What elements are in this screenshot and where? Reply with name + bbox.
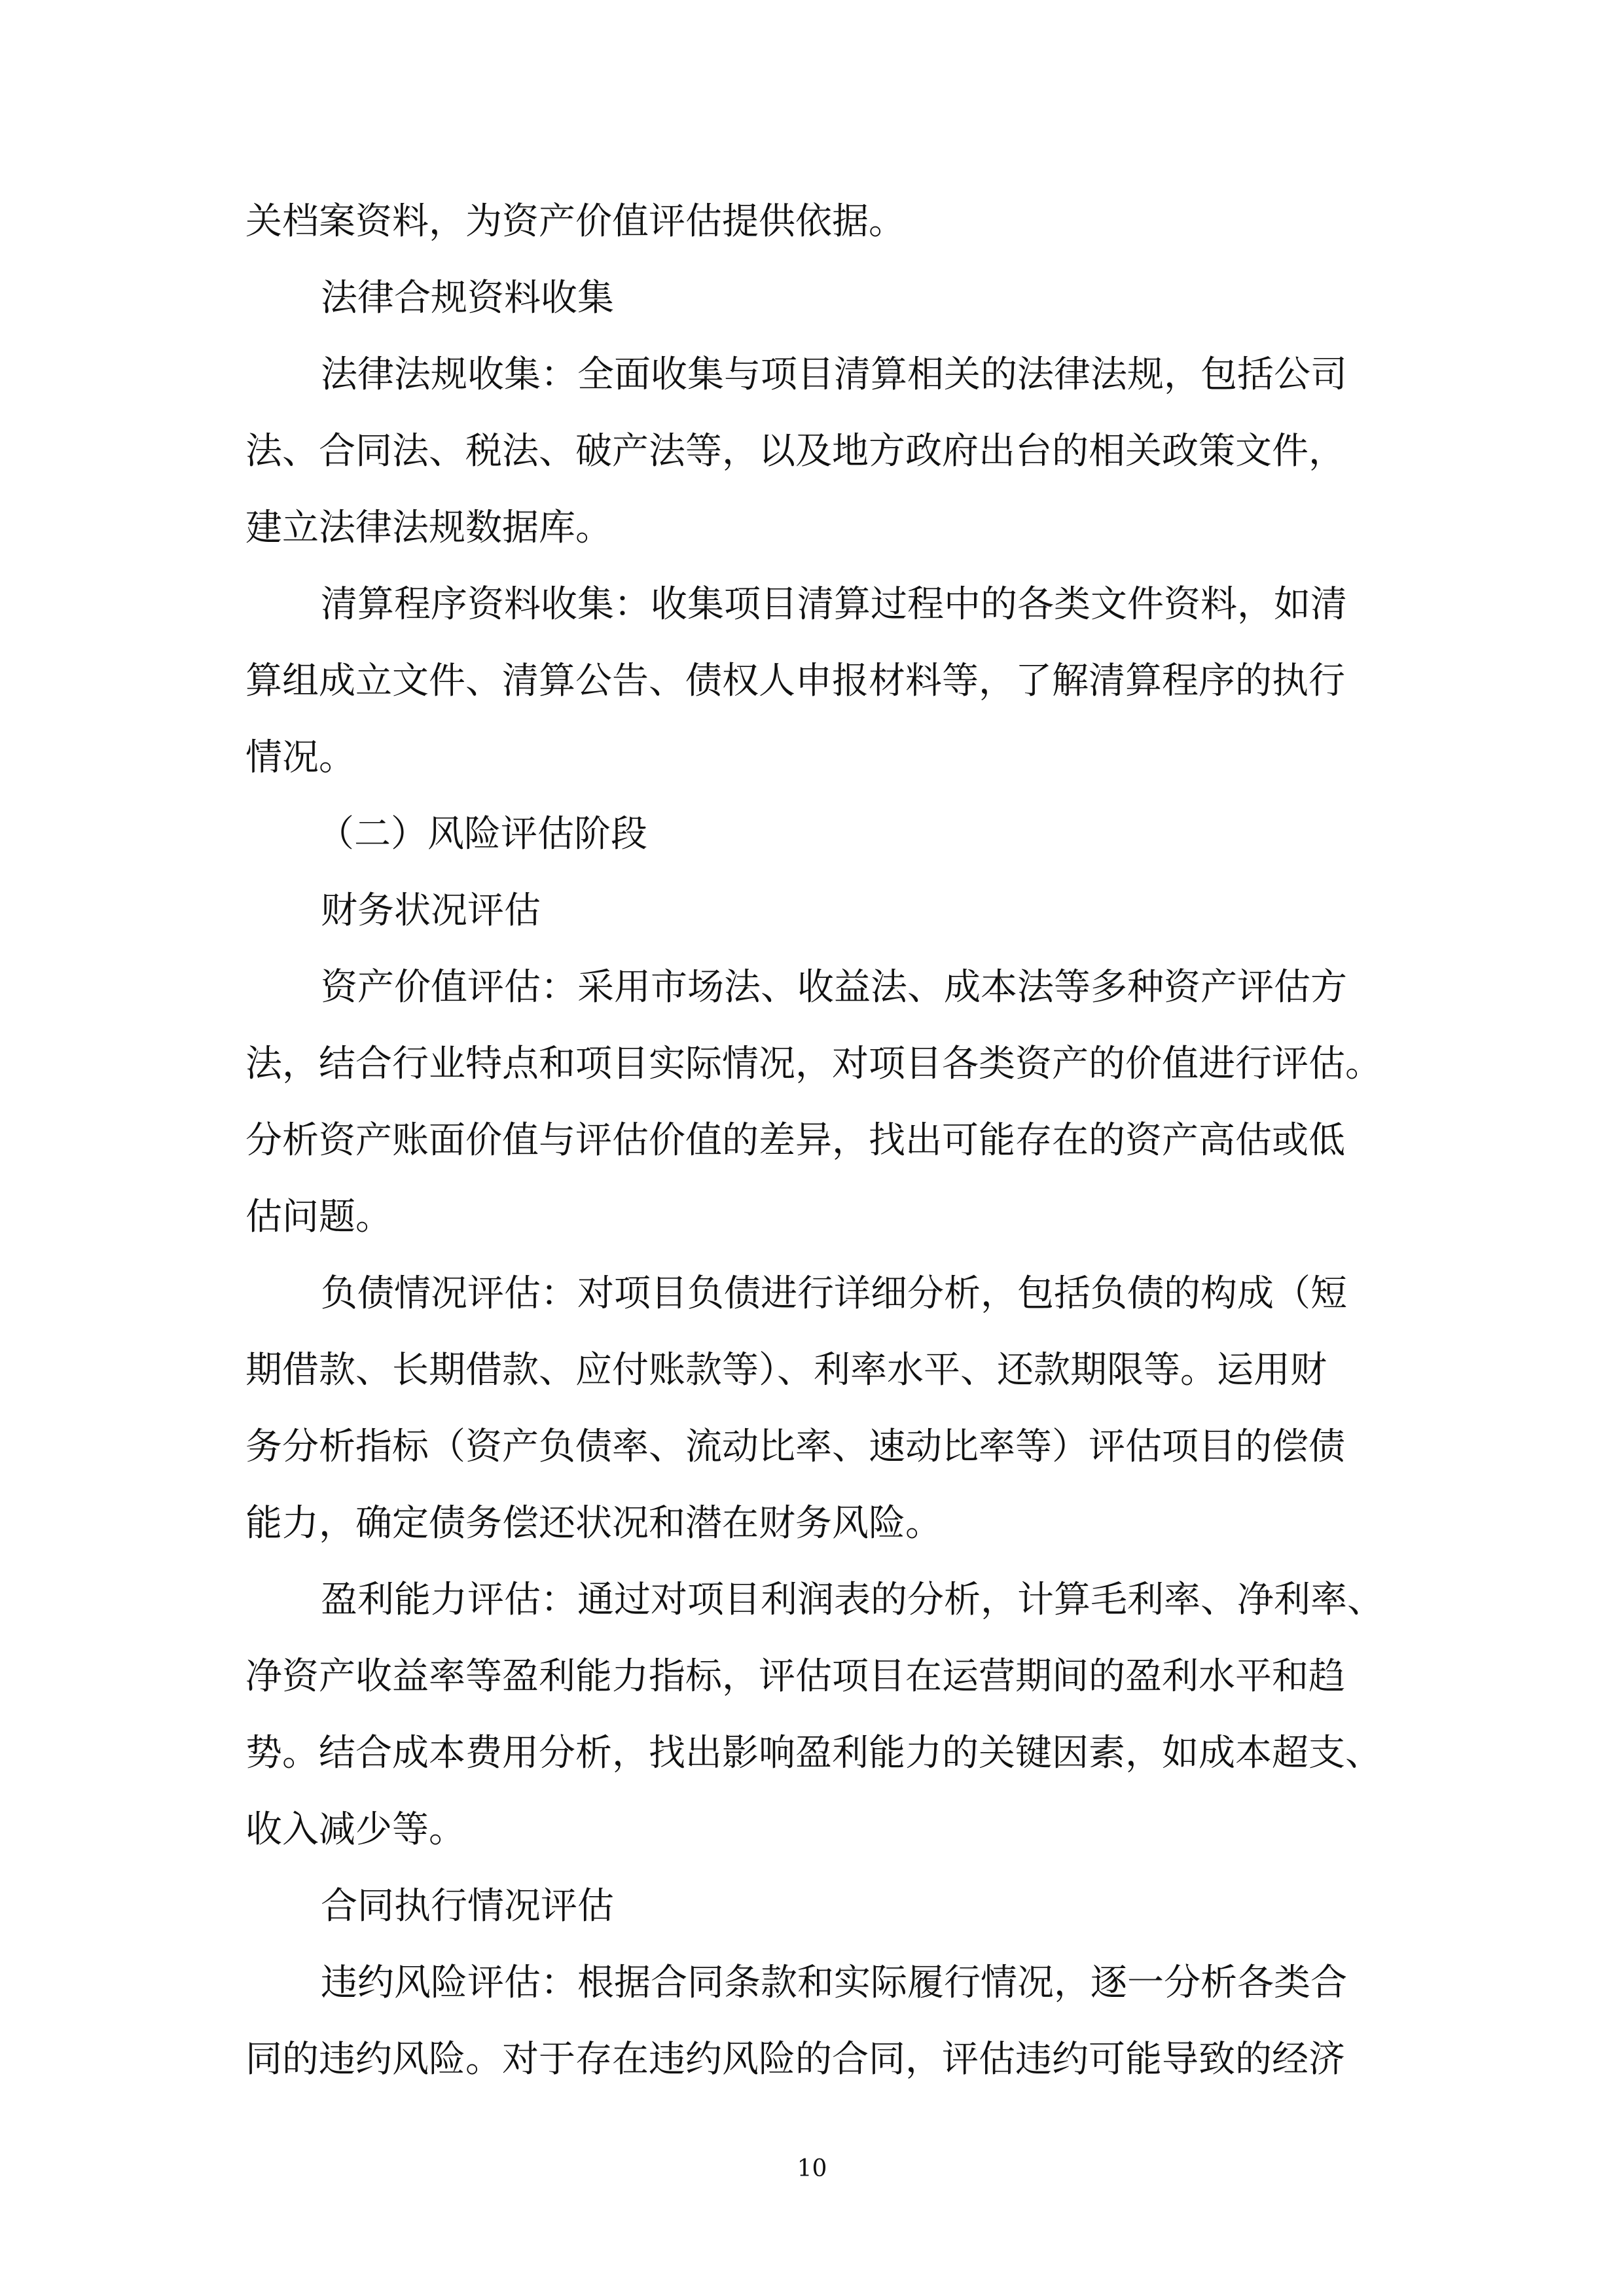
text-line-7: 算组成立文件、清算公告、债权人申报材料等，了解清算程序的执行 bbox=[245, 660, 1345, 702]
text-line-1: 关档案资料，为资产价值评估提供依据。 bbox=[245, 200, 905, 243]
text-line-15: 负债情况评估：对项目负债进行详细分析，包括负债的构成（短 bbox=[321, 1272, 1347, 1315]
text-line-18: 能力，确定债务偿还状况和潜在财务风险。 bbox=[245, 1502, 942, 1545]
page-number: 10 bbox=[797, 2155, 827, 2182]
text-line-4: 法、合同法、税法、破产法等，以及地方政府出台的相关政策文件， bbox=[245, 430, 1345, 473]
text-line-17: 务分析指标（资产负债率、流动比率、速动比率等）评估项目的偿债 bbox=[245, 1426, 1345, 1468]
text-line-8: 情况。 bbox=[245, 736, 355, 779]
text-line-16: 期借款、长期借款、应付账款等）、利率水平、还款期限等。运用财 bbox=[245, 1349, 1327, 1391]
text-line-11: 资产价值评估：采用市场法、收益法、成本法等多种资产评估方 bbox=[321, 966, 1347, 1009]
document-body bbox=[245, 183, 1384, 2098]
text-line-19: 盈利能力评估：通过对项目利润表的分析，计算毛利率、净利率、 bbox=[321, 1579, 1384, 1621]
text-line-13: 分析资产账面价值与评估价值的差异，找出可能存在的资产高估或低 bbox=[245, 1119, 1345, 1162]
text-line-14: 估问题。 bbox=[245, 1196, 392, 1238]
text-line-3: 法律法规收集：全面收集与项目清算相关的法律法规，包括公司 bbox=[321, 353, 1347, 396]
text-line-5: 建立法律法规数据库。 bbox=[245, 507, 612, 549]
text-line-25: 同的违约风险。对于存在违约风险的合同，评估违约可能导致的经济 bbox=[245, 2038, 1345, 2081]
heading-financial-status: 财务状况评估 bbox=[321, 889, 541, 932]
text-line-20: 净资产收益率等盈利能力指标，评估项目在运营期间的盈利水平和趋 bbox=[245, 1655, 1345, 1698]
heading-contract-execution: 合同执行情况评估 bbox=[321, 1885, 614, 1928]
text-line-22: 收入减少等。 bbox=[245, 1808, 465, 1851]
text-line-6: 清算程序资料收集：收集项目清算过程中的各类文件资料，如清 bbox=[321, 583, 1347, 626]
text-line-24: 违约风险评估：根据合同条款和实际履行情况，逐一分析各类合 bbox=[321, 1962, 1347, 2004]
text-line-21: 势。结合成本费用分析，找出影响盈利能力的关键因素，如成本超支、 bbox=[245, 1732, 1382, 1774]
section-heading-risk-assessment: （二）风险评估阶段 bbox=[317, 813, 647, 855]
heading-legal-compliance: 法律合规资料收集 bbox=[321, 277, 614, 319]
text-line-12: 法，结合行业特点和项目实际情况，对项目各类资产的价值进行评估。 bbox=[245, 1043, 1382, 1085]
